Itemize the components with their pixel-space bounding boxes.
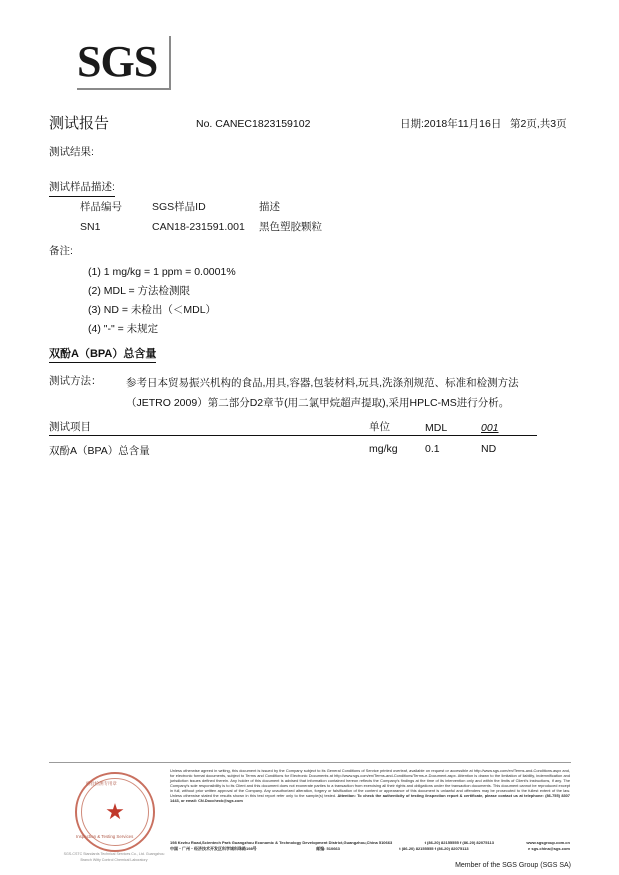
page-indicator: 第2页,共3页 [510, 118, 567, 130]
table-header-row [80, 199, 399, 219]
footer-attention-text: Attention: To check the authenticity of testing /inspection report & certificate, please contact us at telephone: (86-755) 8307 1443, or email: CN.Doccheck@sgs.com [170, 793, 570, 803]
sample-description-label: 测试样品描述: [49, 180, 115, 197]
section-heading-bpa: 双酚A（BPA）总含量 [49, 345, 156, 363]
result-table-header [49, 419, 537, 436]
cell-sgs-id: CAN18-231591.001 [152, 220, 245, 233]
footer-address-cn: 中国・广州・经济技术开发区科学城科珠路198号 [170, 846, 257, 851]
table-row [80, 219, 399, 234]
sample-table [80, 199, 399, 234]
remarks-list [88, 263, 236, 339]
logo-divider [169, 36, 171, 90]
company-stamp [62, 770, 166, 870]
footer-zip-cn: 邮编: 510663 [316, 846, 340, 851]
header-sample-001: 001 [481, 422, 537, 436]
list-item: (4) "-" = 未规定 [88, 323, 159, 335]
cell-test-item: 双酚A（BPA）总含量 [49, 445, 150, 457]
star-icon: ★ [105, 799, 125, 824]
table-row [49, 443, 537, 458]
report-date: 日期:2018年11月16日 [400, 118, 502, 130]
footer-web-en: www.sgsgroup.com.cn [526, 840, 570, 845]
stamp-arc-top-text: 检验检测专用章 [86, 781, 117, 786]
list-item: (3) ND = 未检出（＜MDL） [88, 304, 217, 316]
test-method-text: 参考日本贸易振兴机构的食品,用具,容器,包装材料,玩具,洗涤剂规范、标准和检测方法（JETRO 2009）第二部分D2章节(用二氯甲烷超声提取),采用HPLC-MS进行分析。 [126, 377, 519, 409]
stamp-arc-text [62, 770, 166, 856]
header-description: 描述 [259, 201, 280, 213]
result-table [49, 419, 537, 458]
test-results-label: 测试结果: [49, 146, 94, 158]
cell-result-value: ND [481, 443, 497, 455]
report-number: No. CANEC1823159102 [196, 118, 311, 130]
cell-description: 黑色塑胶颗粒 [259, 221, 322, 233]
header-sgs-id: SGS样品ID [152, 201, 206, 213]
footer-address-row-cn [170, 846, 570, 852]
cell-unit: mg/kg [369, 443, 398, 455]
cell-sample-no: SN1 [80, 220, 101, 233]
footer-disclaimer-text: Unless otherwise agreed in writing, this document is issued by the Company subject to its General Conditions of Service printed overleaf, available on request or accessible at http://www.sgs.com/en/Terms-and-Conditions.aspx and, for electronic format documents, subject to Terms and Conditions for Electronic Documents at http://www.sgs.com/en/Terms-and-Conditions/Terms-e-Document.aspx. Attention is drawn to the limitation of liability, indemnification and jurisdiction issues defined therein. Any holder of this document is advised that information contained hereon reflects the Company's findings at the time of its intervention only and within the limits of Client's instructions, if any. The Company's sole responsibility is to its Client and this document does not exonerate parties to a transaction from exercising all their rights and obligations under the transaction documents. This document cannot be reproduced except in full, without prior written approval of the Company. Any unauthorized alteration, forgery or falsification of the content or appearance of this document is unlawful and offenders may be prosecuted to the fullest extent of the law. Unless otherwise stated the results shown in this test report refer only to the sample(s) tested. [170, 768, 570, 798]
stamp-arc-bottom-text: Inspection & Testing Services [76, 834, 134, 839]
page-title: 测试报告 [49, 115, 110, 132]
footer-mail-cn: e sgs.china@sgs.com [528, 846, 570, 851]
footer-disclaimer [170, 768, 570, 803]
sgs-logo-block [77, 36, 537, 84]
sgs-logo-text: SGS [77, 37, 158, 86]
footer-divider [49, 762, 571, 763]
header-unit: 单位 [369, 419, 425, 436]
header-test-item: 测试项目 [49, 419, 369, 436]
footer-phone-cn: t (86-20) 82155555 f (86-20) 82075113 [399, 846, 469, 851]
list-item: (1) 1 mg/kg = 1 ppm = 0.0001% [88, 266, 236, 278]
logo-underline [77, 88, 169, 90]
test-method-label: 测试方法： [49, 375, 102, 387]
footer-address-en: 198 Kezhu Road,Scientech Park Guangzhou Economic & Technology Development District,Guangzhou,China 510663 [170, 840, 393, 845]
remarks-label: 备注: [49, 245, 73, 257]
header-sample-no: 样品编号 [80, 201, 122, 213]
footer-member-line: Member of the SGS Group (SGS SA) [455, 862, 571, 869]
list-item: (2) MDL = 方法检测限 [88, 285, 190, 297]
footer-address-block [170, 840, 570, 852]
cell-mdl: 0.1 [425, 443, 440, 455]
header-mdl: MDL [425, 422, 481, 436]
footer-phone-en: t (86-20) 82155555 f (86-20) 82075113 [424, 840, 494, 845]
stamp-caption-text: SGS-CSTC Standards Technical Services Co., Ltd. Guangzhou Branch Witty Control Chemical Laboratory [63, 852, 165, 862]
